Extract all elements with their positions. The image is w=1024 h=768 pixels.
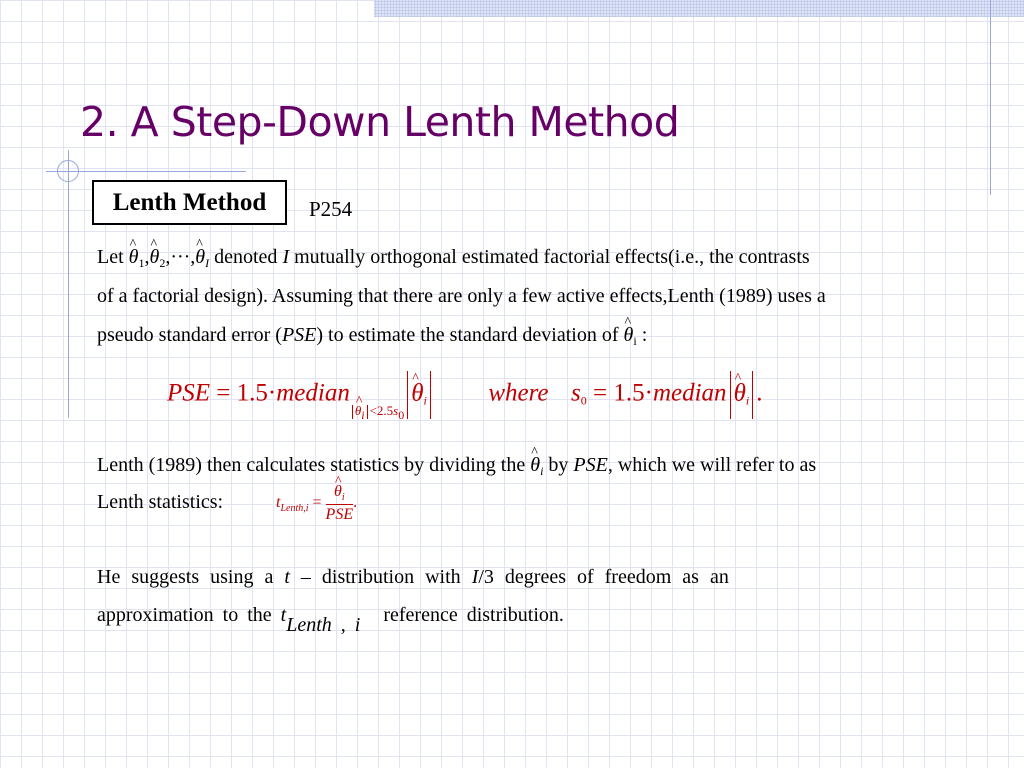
top-decorative-band bbox=[374, 0, 1024, 17]
theta-hat-I: ^ θ bbox=[195, 246, 205, 269]
left-guide-line bbox=[68, 150, 69, 418]
lenth-statistic-formula: $t_{Lenth,i}$ = ^ $\frac{\theta_i}{\text{PSE}}$ . bbox=[276, 483, 357, 524]
para2-line1: Lenth (1989) then calculates statistics by dividing the ^ $\theta_i$ by PSE, which we will refer to as bbox=[97, 454, 816, 479]
theta-hat-1: ^ θ bbox=[129, 246, 139, 269]
para2-line2: Lenth statistics: bbox=[97, 491, 224, 513]
pse-formula: PSE = 1.5·median^ $_{\theta i <2.5s0}$^ θi where $s_0$ = 1.5·median^ θi . bbox=[167, 371, 762, 423]
para3-line1: He suggests using a t – distribution with I/3 degrees of freedom as an bbox=[97, 566, 729, 588]
median-condition: ^ $_{\theta i <2.5s0}$ bbox=[350, 403, 404, 418]
fraction: ^ $\frac{\theta_i}{\text{PSE}}$ bbox=[326, 483, 354, 524]
para1-line3: pseudo standard error (PSE) to estimate the standard deviation of ^ $\theta_i$ : bbox=[97, 324, 647, 349]
para3-line2: approximation to the tLenth , i reference distribution. bbox=[97, 604, 564, 636]
theta-hat-2: ^ θ bbox=[149, 246, 159, 269]
circle-ornament-icon bbox=[57, 160, 79, 182]
right-guide-line bbox=[990, 0, 991, 195]
lenth-method-box: Lenth Method bbox=[92, 180, 287, 225]
para1-line2: of a factorial design). Assuming that there are only a few active effects,Lenth (1989) uses a bbox=[97, 285, 826, 307]
slide-title: 2. A Step-Down Lenth Method bbox=[80, 98, 680, 146]
para1-line1: Let ^ $\theta_1,\^{}$ $\theta_2,\cdot\cdot\cdot,\^{}$ $\theta_I$ denoted I mutually orthogonal estimated factorial effects(i.e., the contrasts bbox=[97, 246, 810, 271]
page-reference: P254 bbox=[309, 197, 353, 221]
